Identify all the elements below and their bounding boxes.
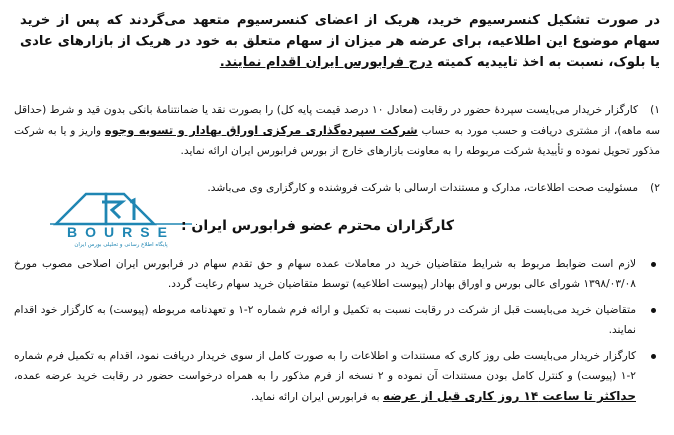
- bullet-dot: [651, 354, 656, 359]
- bullet-text-part-b: به فرابورس ایران ارائه نماید.: [250, 391, 383, 403]
- bourse-logo-graphic: [46, 190, 196, 248]
- bullet-item-1: [14, 254, 660, 294]
- bullet-text: لازم است ضوابط مربوط به شرایط متقاضیان خرید در معاملات عمده سهام و حق تقدم سهام در فرابورس ایران اصلاحی مصوب مورخ ۱۳۹۸/۰۳/۰۸ شورای عالی بورس و اوراق بهادار (پیوست اطلاعیه) توسط متقاضیان خرید سهام رعایت گردد.: [14, 258, 636, 290]
- section-heading: کارگزاران محترم عضو فرابورس ایران :: [180, 218, 454, 234]
- item-number: ۲): [650, 182, 660, 194]
- item-text-part-a: مسئولیت صحت اطلاعات، مدارک و مستندات ارسالی با شرکت فروشنده و کارگزاری وی می‌باشد.: [207, 182, 638, 194]
- logo-subtitle: پایگاه اطلاع رسانی و تحلیلی بورس ایران: [74, 242, 168, 248]
- bullet-item-2: [14, 300, 660, 340]
- bullet-dot: [651, 262, 656, 267]
- numbered-item-1: [14, 100, 660, 161]
- bullet-item-3: [14, 346, 660, 407]
- bourse-logo: [46, 190, 196, 248]
- bullet-list: [14, 254, 660, 413]
- item-text-part-a: کارگزار خریدار می‌بایست سپردهٔ حضور در رقابت (معادل ۱۰ درصد قیمت پایه کل) را بصورت نقد یا ضمانتنامهٔ بانکی بدون قید و شرط (حداقل سه ماهه)، از مشتری دریافت و حسب مورد به حساب: [14, 104, 660, 137]
- logo-wordmark: BOURSE: [67, 224, 175, 240]
- bullet-dot: [651, 308, 656, 313]
- intro-paragraph: [20, 10, 660, 73]
- bullet-text-part-a: کارگزار خریدار می‌بایست طی روز کاری که مستندات و اطلاعات را به صورت کامل از سوی خریدار دریافت نمود، اقدام به تکمیل فرم شماره ۲-۱ (پیوست) و کنترل کامل بودن مستندات آن نموده و ۲ نسخه از فرم مذکور را به همراه درخواست حضور در رقابت خرید عرضه عمده،: [14, 350, 636, 382]
- bullet-text: متقاضیان خرید می‌بایست قبل از شرکت در رقابت نسبت به تکمیل و ارائه فرم شماره ۲-۱ و تعهدنامه مربوطه (پیوست) به کارگزار خود اقدام نمایند.: [14, 304, 636, 336]
- item-text-part-b: واریز و یا به شرکت مذکور تحویل نموده و تأییدیهٔ شرکت مربوطه را به معاونت بازارهای خارج از بورس فرابورس ایران ارائه نماید.: [14, 125, 660, 157]
- intro-underlined-text: درج فرابورس ایران اقدام نمایند.: [219, 55, 433, 70]
- item-bold-text: شرکت سپرده‌گذاری مرکزی اوراق بهادار و تسویه وجوه: [104, 123, 418, 137]
- item-number: ۱): [650, 104, 660, 116]
- intro-text: در صورت تشکیل کنسرسیوم خرید، هریک از اعضای کنسرسیوم متعهد می‌گردند که پس از خرید سهام موضوع این اطلاعیه، برای عرضه هر میزان از سهام متعلق به خود در هریک از بازارهای عادی یا بلوک، نسبت به اخذ تاییدیه کمیته: [20, 13, 660, 70]
- bullet-bold-deadline: حداکثر تا ساعت ۱۴ روز کاری قبل از عرضه: [382, 389, 636, 403]
